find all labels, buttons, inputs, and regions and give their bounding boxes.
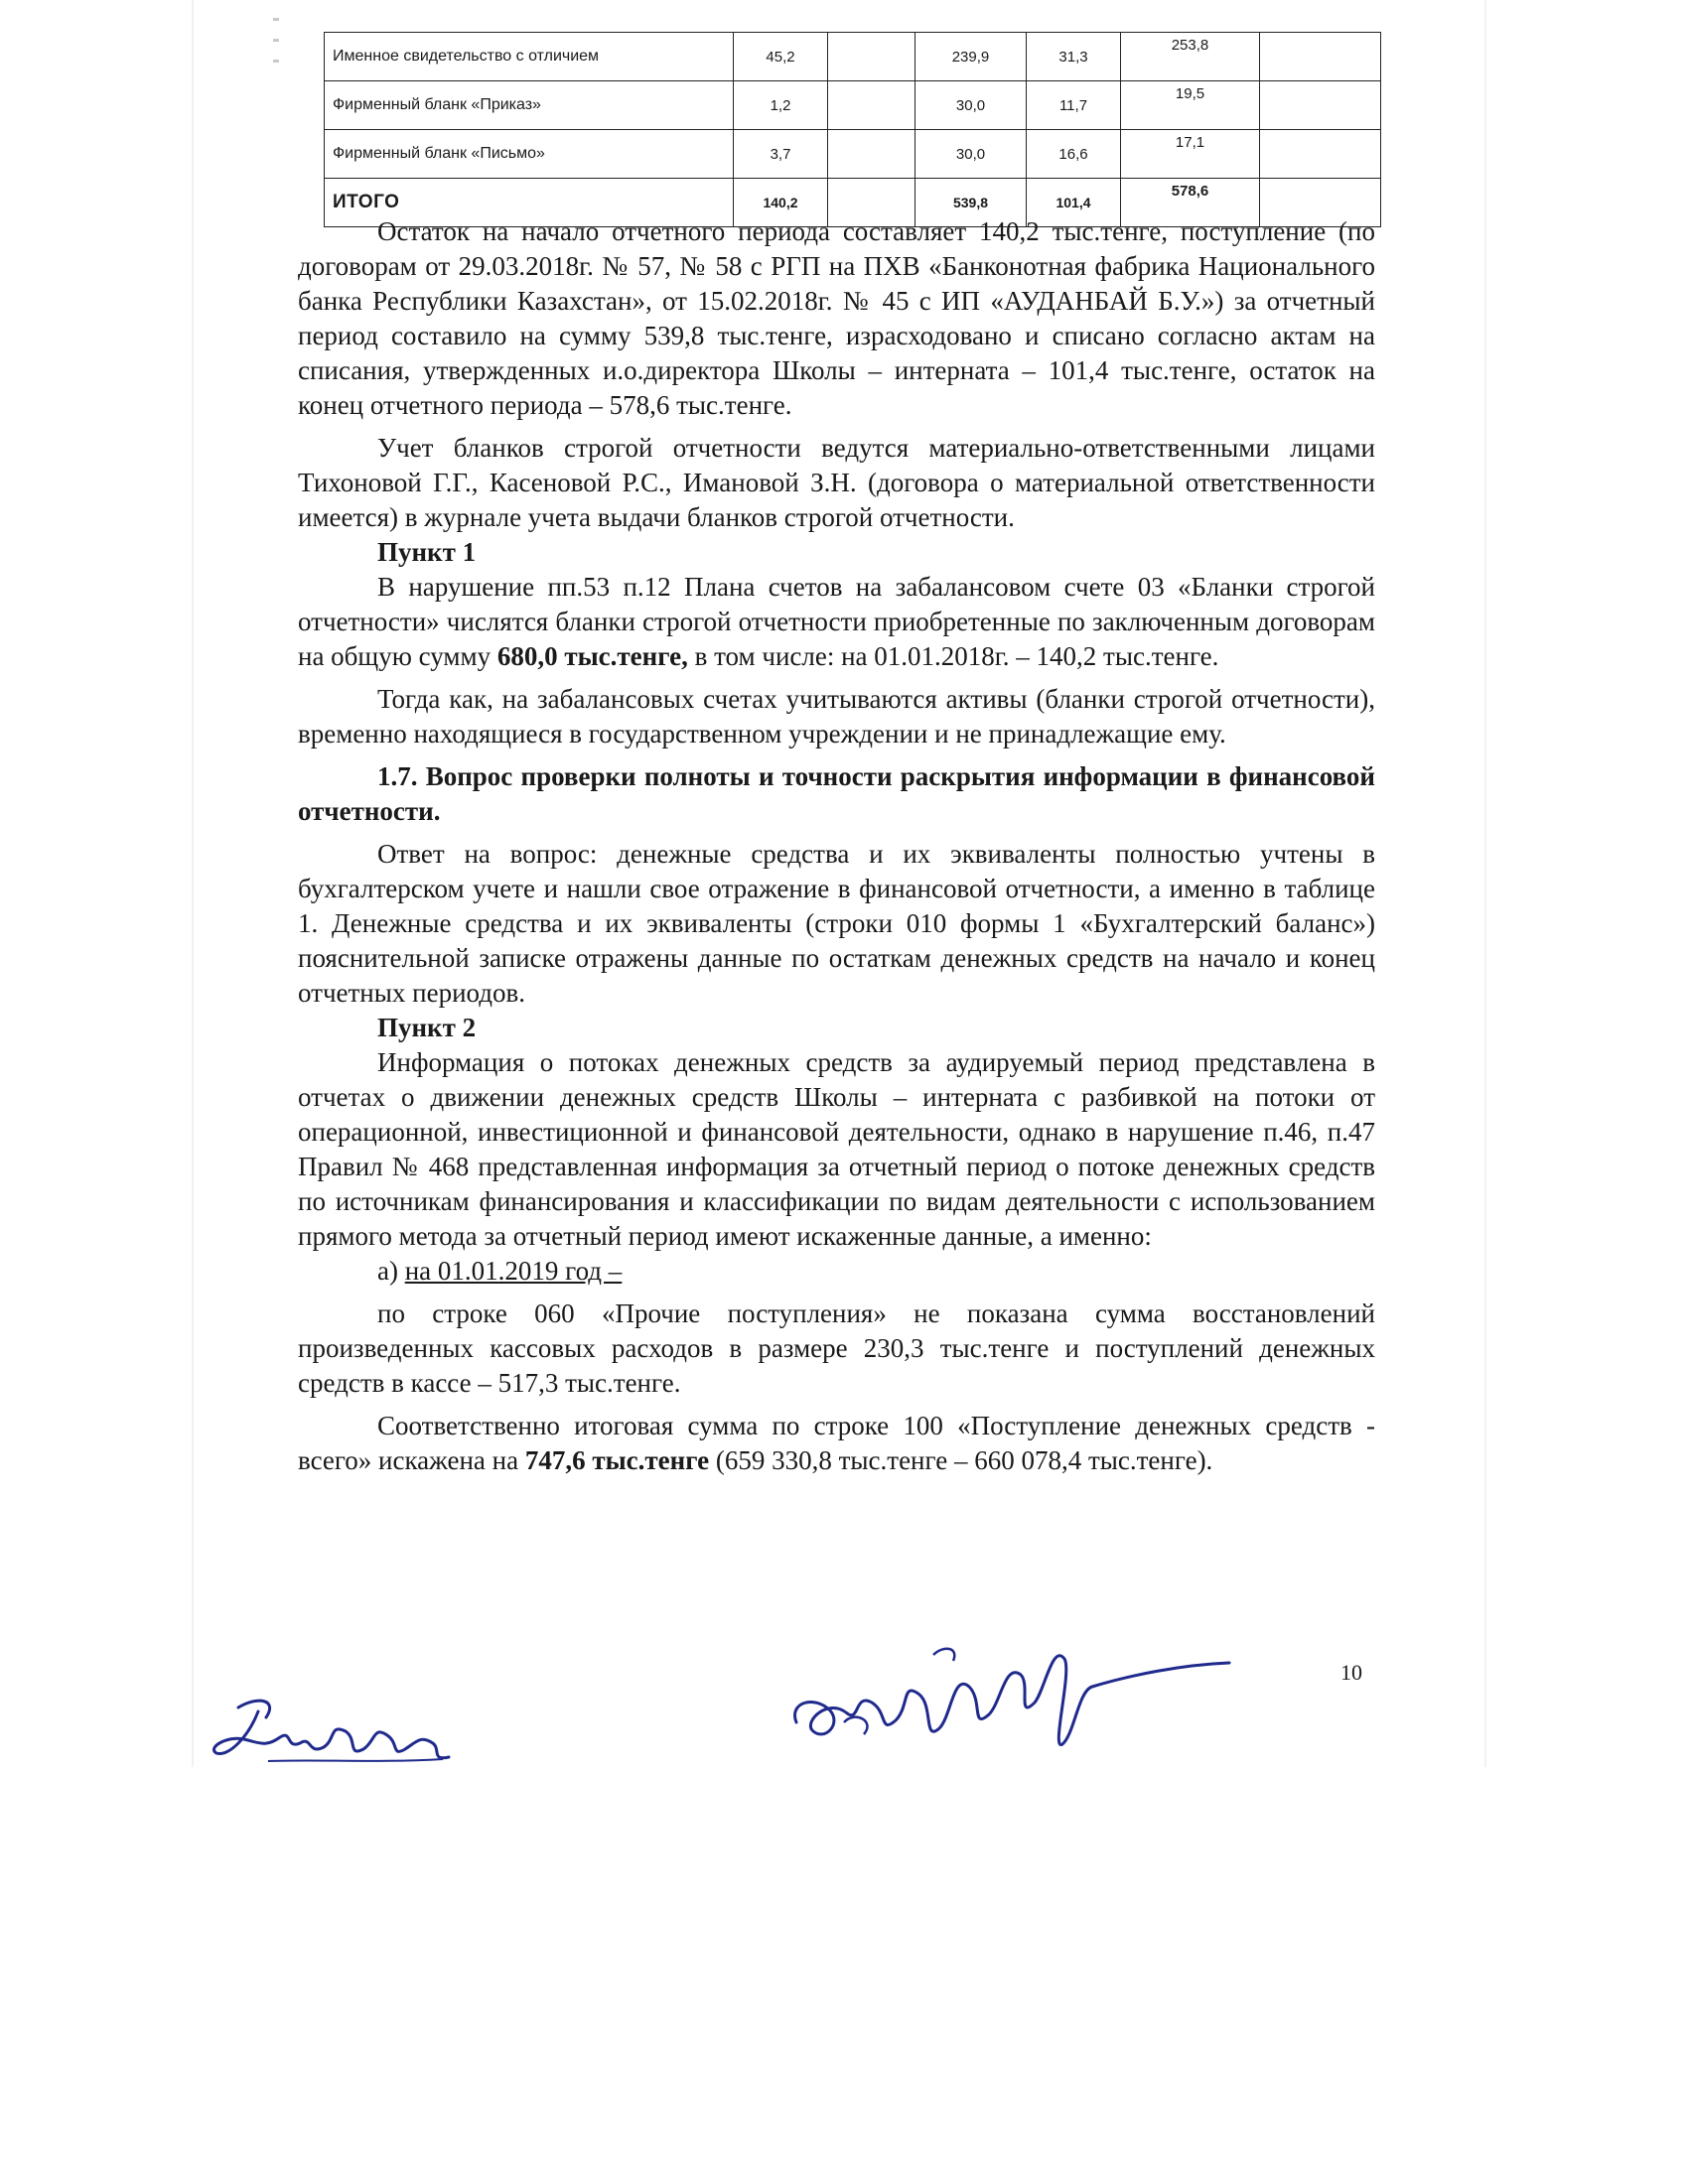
cell-start: 3,7 (734, 130, 828, 179)
paragraph-violation (298, 570, 1375, 674)
document-body (298, 214, 1375, 1478)
total-income: 539,8 (915, 179, 1027, 227)
paragraph-line-060: по строке 060 «Прочие поступления» не показана сумма восстановлений произведенных кассовых расходов в размере 230,3 тыс.тенге и поступлений денежных средств в кассе – 517,3 тыс.тенге. (298, 1298, 1375, 1398)
row-name: Фирменный бланк «Письмо» (325, 130, 734, 179)
text-part: (659 330,8 тыс.тенге – 660 078,4 тыс.тенге). (709, 1445, 1213, 1475)
text-part: а) (377, 1256, 405, 1286)
cell-empty (828, 81, 915, 130)
cell-empty (828, 33, 915, 81)
cell-start: 1,2 (734, 81, 828, 130)
cell-end: 19,5 (1121, 81, 1260, 130)
paragraph-cashflow: Информация о потоках денежных средств за аудируемый период представлена в отчетах о движении денежных средств Школы – интерната с разбивкой на потоки от операционной, инвестиционной и финансовой деятельности, однако в нарушение п.46, п.47 Правил № 468 представленная информация за отчетный период о потоке денежных средств по источникам финансирования и классификации по видам деятельности с использованием прямого метода за отчетный период имеют искаженные данные, а именно: (298, 1047, 1375, 1251)
paragraph-answer: Ответ на вопрос: денежные средства и их эквиваленты полностью учтены в бухгалтерском учете и нашли свое отражение в финансовой отчетности, а именно в таблице 1. Денежные средства и их эквиваленты (строки 010 формы 1 «Бухгалтерский баланс») пояснительной записке отражены данные по остаткам денежных средств на начало и конец отчетных периодов. (298, 839, 1375, 1008)
cell-writeoff: 16,6 (1027, 130, 1121, 179)
paragraph-date (298, 1254, 1375, 1289)
total-writeoff: 101,4 (1027, 179, 1121, 227)
table-row (325, 33, 1381, 81)
table-row (325, 81, 1381, 130)
total-label: ИТОГО (325, 179, 734, 227)
signature-auditor (784, 1603, 1231, 1752)
text-part: В нарушение пп.53 п.12 Плана счетов на забалансовом счете 03 «Бланки строгой отчетности» числятся бланки строгой отчетности приобретенные по заключенным договорам на общую сумму (298, 572, 1375, 671)
cell-writeoff: 31,3 (1027, 33, 1121, 81)
punkt-1-heading: Пункт 1 (377, 537, 477, 567)
cell-empty (1260, 81, 1381, 130)
cell-empty (1260, 33, 1381, 81)
total-end: 578,6 (1121, 179, 1260, 227)
row-name: Фирменный бланк «Приказ» (325, 81, 734, 130)
cell-income: 239,9 (915, 33, 1027, 81)
signature-initials (209, 1678, 457, 1777)
blanks-table (324, 32, 1381, 227)
paragraph-balance: Остаток на начало отчетного периода составляет 140,2 тыс.тенге, поступление (по договорам от 29.03.2018г. № 57, № 58 с РГП на ПХВ «Банконотная фабрика Национального банка Республики Казахстан», от 15.02.2018г. № 45 с ИП «АУДАНБАЙ Б.У.») за отчетный период составило на сумму 539,8 тыс.тенге, израсходовано и списано согласно актам на списания, утвержденных и.о.директора Школы – интерната – 101,4 тыс.тенге, остаток на конец отчетного периода – 578,6 тыс.тенге. (298, 216, 1375, 420)
text-part: Соответственно итоговая сумма по строке 100 «Поступление денежных средств - всего» искажена на (298, 1411, 1375, 1475)
cell-end: 17,1 (1121, 130, 1260, 179)
page-number: 10 (1340, 1660, 1362, 1685)
cell-empty (1260, 130, 1381, 179)
section-heading: 1.7. Вопрос проверки полноты и точности раскрытия информации в финансовой отчетности. (298, 761, 1375, 826)
paragraph-offbalance: Тогда как, на забалансовых счетах учитываются активы (бланки строгой отчетности), временно находящиеся в государственном учреждении и не принадлежащие ему. (298, 684, 1375, 749)
cell-income: 30,0 (915, 81, 1027, 130)
cell-end: 253,8 (1121, 33, 1260, 81)
binder-marks (273, 18, 287, 127)
amount-bold: 747,6 тыс.тенге (524, 1445, 710, 1475)
date-underlined: на 01.01.2019 год – (404, 1256, 623, 1286)
cell-empty (828, 130, 915, 179)
text-part: в том числе: на 01.01.2018г. – 140,2 тыс.тенге. (687, 641, 1219, 671)
paragraph-accounting: Учет бланков строгой отчетности ведутся материально-ответственными лицами Тихоновой Г.Г., Касеновой Р.С., Имановой З.Н. (договора о материальной ответственности имеется) в журнале учета выдачи бланков строгой отчетности. (298, 433, 1375, 532)
paragraph-total (298, 1409, 1375, 1478)
cell-start: 45,2 (734, 33, 828, 81)
amount-bold: 680,0 тыс.тенге, (496, 641, 688, 671)
cell-writeoff: 11,7 (1027, 81, 1121, 130)
table-row (325, 130, 1381, 179)
row-name: Именное свидетельство с отличием (325, 33, 734, 81)
total-start: 140,2 (734, 179, 828, 227)
punkt-2-heading: Пункт 2 (377, 1013, 477, 1042)
cell-income: 30,0 (915, 130, 1027, 179)
